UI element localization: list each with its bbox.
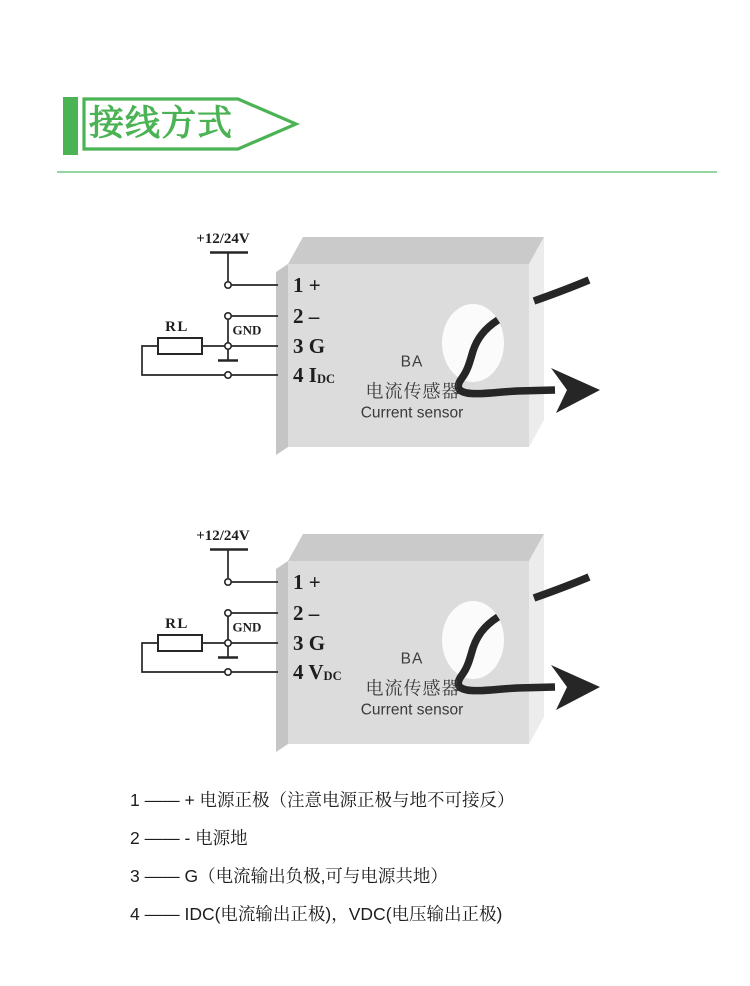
- gnd-label: GND: [232, 619, 262, 635]
- node-terminal-4: [225, 372, 231, 378]
- node-terminal-2: [225, 610, 231, 616]
- sensor-right-face: [529, 237, 544, 447]
- terminal-legend: [130, 781, 515, 933]
- current-direction-arrow-icon: [551, 665, 600, 710]
- legend-item: 4 —— IDC(电流输出正极)，VDC(电压输出正极): [130, 904, 503, 924]
- gnd-label: GND: [232, 322, 262, 338]
- node-terminal-3: [225, 640, 231, 646]
- device-model-label: BA: [400, 353, 424, 371]
- terminal-3-label: 3 G: [293, 631, 326, 655]
- device-name-en: Current sensor: [360, 701, 464, 719]
- legend-item: 3 —— G（电流输出负极,可与电源共地）: [130, 866, 448, 886]
- terminal-1-label: 1 +: [293, 273, 321, 297]
- terminal-4-subscript: DC: [316, 372, 335, 386]
- section-banner: [82, 96, 302, 152]
- terminal-3-label: 3 G: [293, 334, 326, 358]
- header-accent-bar: [63, 97, 78, 155]
- supply-voltage-label: +12/24V: [196, 528, 250, 544]
- legend-item: 1 —— + 电源正极（注意电源正极与地不可接反）: [130, 790, 515, 810]
- node-terminal-4: [225, 669, 231, 675]
- terminal-2-label: 2 –: [293, 304, 320, 328]
- sensor-top-face: [288, 237, 544, 264]
- external-wiring: [142, 231, 278, 378]
- wiring-schematic-voltage: [115, 525, 635, 765]
- device-model-label: BA: [400, 650, 424, 668]
- load-resistor: [158, 635, 202, 651]
- terminal-4-main: 4 I: [293, 363, 317, 387]
- node-terminal-2: [225, 313, 231, 319]
- terminal-1-label: 1 +: [293, 570, 321, 594]
- sensor-left-face: [276, 264, 288, 455]
- load-resistor-label: RL: [165, 616, 189, 632]
- page-title: 接线方式: [88, 104, 234, 144]
- node-terminal-1: [225, 282, 231, 288]
- device-name-en: Current sensor: [360, 404, 464, 422]
- terminal-4-subscript: DC: [323, 669, 342, 683]
- wiring-schematic-current: [115, 228, 635, 468]
- external-wiring: [142, 528, 278, 675]
- load-resistor: [158, 338, 202, 354]
- terminal-2-label: 2 –: [293, 601, 320, 625]
- supply-voltage-label: +12/24V: [196, 231, 250, 247]
- legend-item: 2 —— - 电源地: [130, 828, 248, 848]
- current-direction-arrow-icon: [551, 368, 600, 413]
- terminal-4-main: 4 V: [293, 660, 324, 684]
- device-name-cn: 电流传感器: [365, 381, 461, 403]
- sensor-left-face: [276, 561, 288, 752]
- device-name-cn: 电流传感器: [365, 678, 461, 700]
- sensor-top-face: [288, 534, 544, 561]
- node-terminal-3: [225, 343, 231, 349]
- load-resistor-label: RL: [165, 319, 189, 335]
- node-terminal-1: [225, 579, 231, 585]
- sensor-right-face: [529, 534, 544, 744]
- header-divider: [57, 171, 717, 173]
